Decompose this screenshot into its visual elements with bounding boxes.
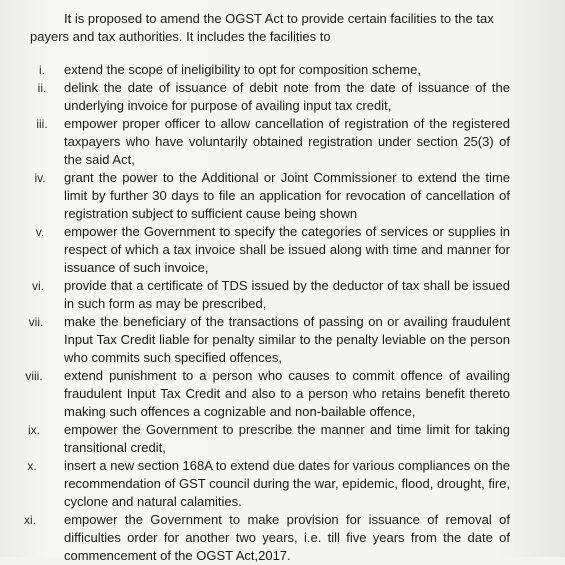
item-number: iii. — [36, 117, 48, 131]
facilities-list — [0, 61, 565, 565]
item-text: delink the date of issuance of debit note from the date of issuance of the underlying invoice for purpose of availing input tax credit, — [64, 80, 510, 113]
intro-line-1: It is proposed to amend the OGST Act to provide certain facilities to the tax — [64, 11, 494, 26]
list-item — [0, 223, 565, 277]
item-text: extend punishment to a person who causes to commit offence of availing fraudulent Input Tax Credit and also to a person who retains benefit thereto making such offences a cognizable and non-bailable offence, — [64, 368, 510, 419]
item-number: ii. — [37, 81, 47, 95]
item-number: ix. — [28, 423, 40, 437]
list-item — [0, 169, 565, 223]
item-number: viii. — [25, 369, 43, 383]
item-text: empower the Government to make provision for issuance of removal of difficulties order for another two years, i.e. till five years from the date of commencement of the OGST Act,2017. — [64, 512, 510, 563]
intro-line-2: payers and tax authorities. It includes the facilities to — [30, 29, 331, 44]
item-text: extend the scope of ineligibility to opt for composition scheme, — [64, 62, 421, 77]
list-item — [0, 79, 565, 115]
item-text: empower proper officer to allow cancellation of registration of the registered taxpayers who have voluntarily obtained registration under section 25(3) of the said Act, — [64, 116, 510, 167]
intro-paragraph — [30, 10, 550, 46]
item-text: make the beneficiary of the transactions of passing on or availing fraudulent Input Tax Credit liable for penalty similar to the penalty leviable on the person who commits such specified offences, — [64, 314, 510, 365]
list-item — [0, 277, 565, 313]
item-text: empower the Government to specify the categories of services or supplies in respect of which a tax invoice shall be issued along with time and manner for issuance of such invoice, — [64, 224, 510, 275]
item-text: insert a new section 168A to extend due dates for various compliances on the recommendation of GST council during the war, epidemic, flood, drought, fire, cyclone and natural calamities. — [64, 458, 510, 509]
item-number: iv. — [34, 171, 46, 185]
item-text: provide that a certificate of TDS issued by the deductor of tax shall be issued in such form as may be prescribed, — [64, 278, 510, 311]
list-item — [0, 367, 565, 421]
item-text: empower the Government to prescribe the manner and time limit for taking transitional credit, — [64, 422, 510, 455]
list-item — [0, 313, 565, 367]
list-item — [0, 421, 565, 457]
item-number: vi. — [32, 279, 44, 293]
item-number: i. — [39, 63, 45, 77]
list-item — [0, 61, 565, 79]
list-item — [0, 115, 565, 169]
item-number: xi. — [24, 513, 36, 527]
item-number: x. — [27, 459, 37, 473]
item-text: grant the power to the Additional or Joint Commissioner to extend the time limit by further 30 days to file an application for revocation of cancellation of registration subject to sufficient cause being shown — [64, 170, 510, 221]
item-number: v. — [35, 225, 45, 239]
item-number: vii. — [28, 315, 44, 329]
list-item — [0, 457, 565, 511]
